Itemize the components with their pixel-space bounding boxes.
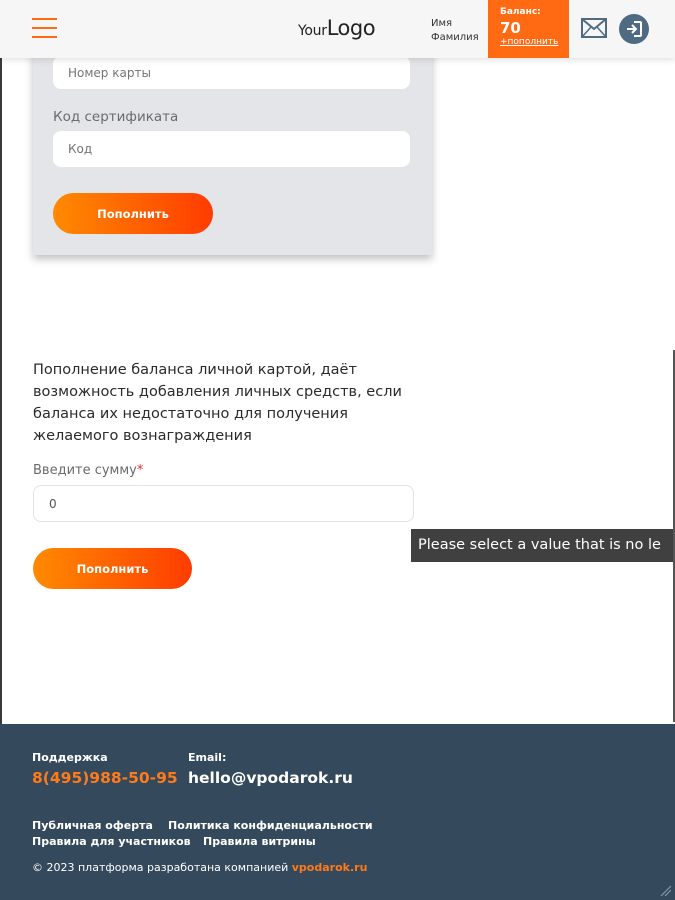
- sum-topup-button[interactable]: Пополнить: [33, 548, 192, 589]
- balance-value: 70: [500, 19, 521, 37]
- header: [0, 0, 675, 58]
- card-number-input[interactable]: [53, 56, 410, 89]
- footer-link-offer[interactable]: Публичная оферта: [32, 819, 153, 832]
- personal-card-description: Пополнение баланса личной картой, даёт возможность добавления личных средств, если баланса их недостаточно для получения желаемого вознаграждения: [33, 362, 402, 444]
- sum-label-text: Введите сумму: [33, 463, 137, 478]
- login-icon[interactable]: [619, 14, 649, 44]
- balance-box: [488, 0, 569, 58]
- support-email-link[interactable]: hello@vpodarok.ru: [188, 769, 353, 787]
- required-mark: *: [136, 463, 144, 478]
- copyright: [32, 861, 367, 874]
- copyright-text: © 2023 платформа разработана компанией: [32, 861, 292, 874]
- support-phone-link[interactable]: 8(495)988-50-95: [32, 769, 178, 787]
- certificate-card: [33, 40, 432, 255]
- resize-handle-icon[interactable]: [659, 884, 671, 896]
- menu-icon[interactable]: [32, 18, 57, 38]
- user-first-name: Имя: [431, 18, 453, 29]
- validation-tooltip: Please select a value that is no le: [411, 529, 675, 562]
- balance-label: Баланс:: [500, 7, 541, 17]
- copyright-brand-link[interactable]: vpodarok.ru: [291, 861, 368, 874]
- user-name[interactable]: [431, 17, 479, 45]
- logo[interactable]: [298, 16, 375, 40]
- footer: [0, 724, 675, 900]
- user-last-name: Фамилия: [431, 32, 479, 43]
- email-label: Email:: [188, 751, 227, 764]
- logo-logo: Logo: [326, 16, 376, 40]
- footer-link-participant-rules[interactable]: Правила для участников: [32, 835, 191, 848]
- sum-input[interactable]: [33, 485, 414, 522]
- footer-link-privacy[interactable]: Политика конфиденциальности: [168, 819, 373, 832]
- cert-topup-button[interactable]: Пополнить: [53, 193, 213, 234]
- footer-link-showcase-rules[interactable]: Правила витрины: [203, 835, 316, 848]
- sum-label: [33, 463, 143, 478]
- mail-icon[interactable]: [581, 18, 607, 38]
- cert-code-input[interactable]: [53, 131, 410, 167]
- balance-topup-link[interactable]: +пополнить: [500, 37, 559, 47]
- cert-code-label: Код сертификата: [53, 109, 179, 125]
- support-label: Поддержка: [32, 751, 108, 764]
- logo-your: Your: [298, 23, 327, 39]
